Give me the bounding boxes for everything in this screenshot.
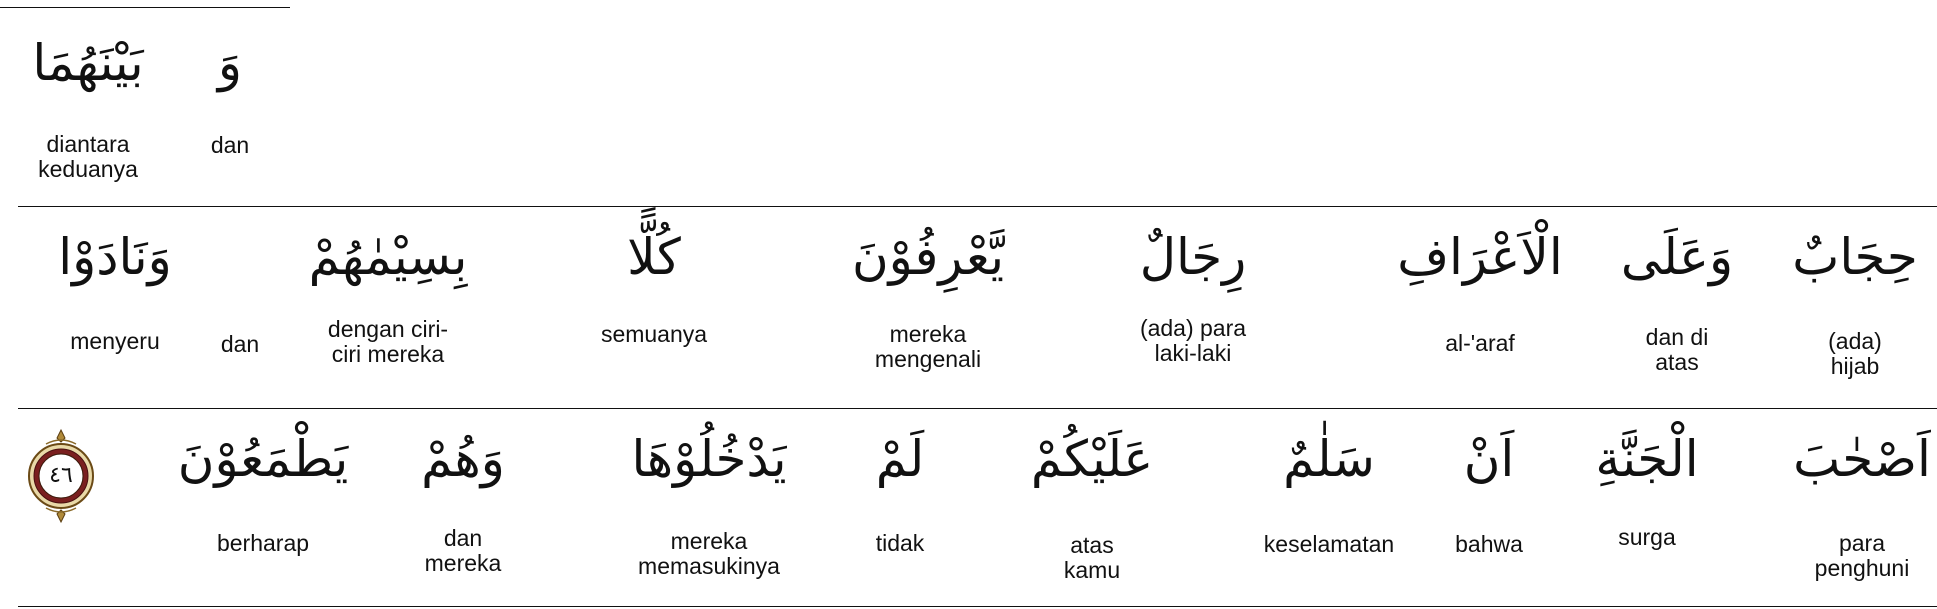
arabic-word: وَنَادَوْا: [58, 228, 172, 286]
verse-marker: [26, 428, 96, 524]
arabic-word: لَمْ: [875, 430, 925, 488]
arabic-word: وَ: [217, 34, 243, 92]
translation-line: al-'araf: [1445, 330, 1515, 356]
translation: [1572, 525, 1722, 550]
arabic-word: كُلًّا: [627, 228, 681, 286]
translation-line: keselamatan: [1263, 531, 1395, 557]
translation-line: tidak: [875, 530, 925, 556]
translation: [579, 322, 729, 347]
translation-line: mengenali: [874, 346, 982, 372]
translation-line: dan: [210, 132, 250, 158]
translation: [188, 531, 338, 556]
translation-line: hijab: [1830, 353, 1880, 379]
arabic-word: رِجَالٌ: [1139, 228, 1247, 286]
translation: [1239, 532, 1419, 557]
translation-line: penghuni: [1814, 555, 1910, 581]
row-divider-1: [18, 206, 1937, 207]
arabic-word: عَلَيْكُمْ: [1030, 430, 1154, 488]
translation: [1017, 533, 1167, 583]
translation: [313, 317, 463, 367]
translation-line: para: [1838, 530, 1886, 556]
arabic-word: وَعَلَى: [1620, 228, 1734, 286]
translation-line: surga: [1618, 524, 1676, 550]
translation-line: ciri mereka: [331, 341, 445, 367]
verse-number: ٤٦: [49, 463, 73, 488]
translation: [1405, 331, 1555, 356]
translation-line: laki-laki: [1154, 340, 1232, 366]
translation: [40, 329, 190, 354]
translation-line: menyeru: [70, 328, 160, 354]
translation-line: keduanya: [38, 156, 138, 182]
translation: [1780, 329, 1930, 379]
translation-line: dengan ciri-: [327, 316, 449, 342]
row-divider-top: [0, 7, 290, 8]
translation-line: kamu: [1063, 557, 1121, 583]
arabic-word: الْاَعْرَافِ: [1397, 228, 1563, 286]
translation: [1414, 532, 1564, 557]
translation-line: berharap: [216, 530, 310, 556]
translation-line: bahwa: [1455, 531, 1523, 557]
translation-line: dan di: [1645, 324, 1709, 350]
translation: [634, 529, 784, 579]
translation: [853, 322, 1003, 372]
translation: [1787, 531, 1937, 581]
translation-line: atas: [1070, 532, 1114, 558]
translation-line: diantara: [46, 131, 130, 157]
arabic-word: الْجَنَّةِ: [1595, 430, 1699, 488]
translation: [388, 526, 538, 576]
arabic-word: يَدْخُلُوْهَا: [631, 430, 787, 488]
translation-line: memasukinya: [638, 553, 780, 579]
translation: [155, 133, 305, 158]
arabic-word: حِجَابٌ: [1792, 228, 1918, 286]
translation-line: mereka: [889, 321, 967, 347]
arabic-word: اَصْحٰبَ: [1793, 430, 1931, 488]
translation: [1602, 325, 1752, 375]
translation-line: mereka: [424, 550, 502, 576]
arabic-word: يَّعْرِفُوْنَ: [851, 228, 1005, 286]
translation-line: atas: [1655, 349, 1699, 375]
arabic-word: سَلٰمٌ: [1283, 430, 1375, 488]
arabic-word: وَهُمْ: [421, 430, 505, 488]
translation-line: semuanya: [600, 321, 708, 347]
arabic-word: بِسِيْمٰهُمْ: [308, 228, 468, 286]
translation-line: (ada) para: [1139, 315, 1247, 341]
row-divider-3: [18, 606, 1937, 607]
translation: [13, 132, 163, 182]
translation: [1118, 316, 1268, 366]
translation-line: mereka: [670, 528, 748, 554]
arabic-word: يَطْمَعُوْنَ: [177, 430, 349, 488]
translation-line: dan: [220, 331, 260, 357]
arabic-word: اَنْ: [1463, 430, 1515, 488]
translation: [825, 531, 975, 556]
translation-line: dan: [443, 525, 483, 551]
translation-line: (ada): [1828, 328, 1882, 354]
arabic-word: بَيْنَهُمَا: [32, 34, 144, 92]
row-divider-2: [18, 408, 1937, 409]
